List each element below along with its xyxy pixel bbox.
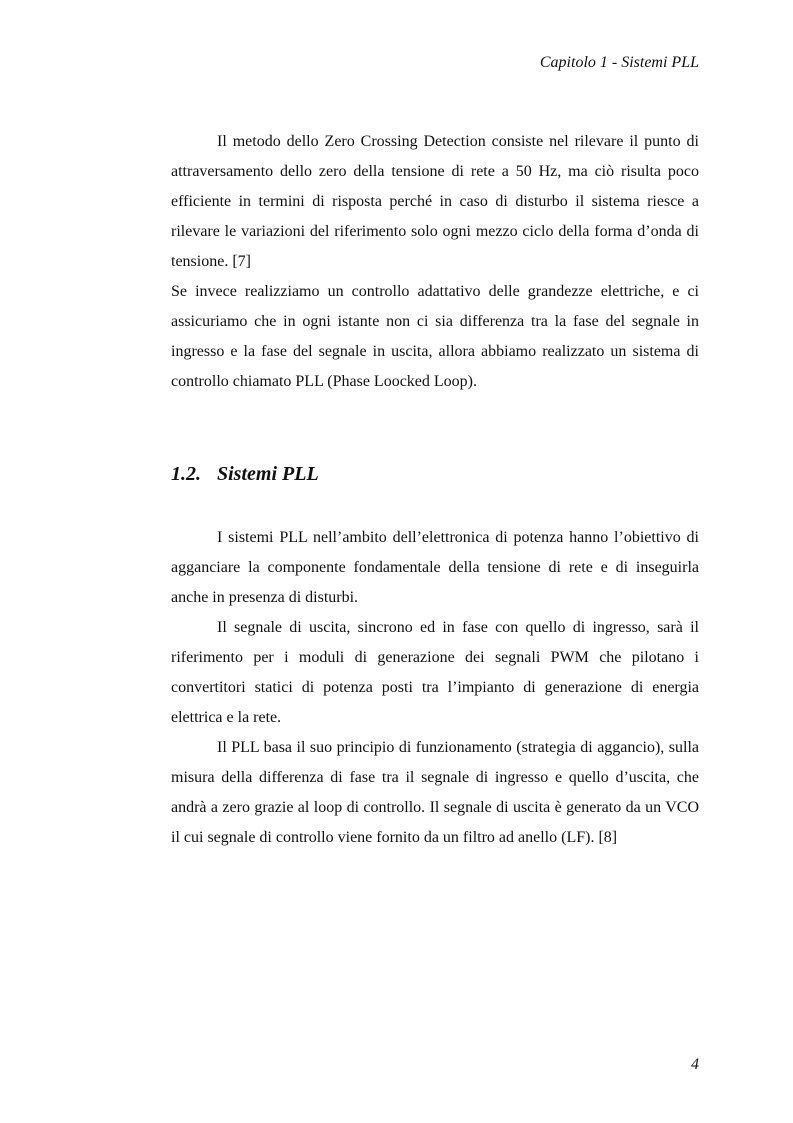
section-title: Sistemi PLL [217,463,319,485]
intro-text-block [171,127,699,397]
paragraph-zero-crossing: Il metodo dello Zero Crossing Detection consiste nel rilevare il punto di attraversamento dello zero della tensione di rete a 50 Hz, ma ciò risulta poco efficiente in termini di risposta perché in caso di disturbo il sistema riesce a rilevare le variazioni del riferimento solo ogni mezzo ciclo della forma d’onda di tensione. [7] [171,133,699,270]
running-header: Capitolo 1 - Sistemi PLL [539,54,699,71]
paragraph-adaptive-control: Se invece realizziamo un controllo adattativo delle grandezze elettriche, e ci assicuriamo che in ogni istante non ci sia differenza tra la fase del segnale in ingresso e la fase del segnale in uscita, allora abbiamo realizzato un sistema di controllo chiamato PLL (Phase Loocked Loop). [171,283,699,390]
section-number: 1.2. [171,463,201,485]
paragraph-output-signal: Il segnale di uscita, sincrono ed in fase con quello di ingresso, sarà il riferimento per i moduli di generazione dei segnali PWM che pilotano i convertitori statici di potenza posti tra l’impianto di generazione di energia elettrica e la rete. [171,619,699,726]
section-heading [171,461,319,487]
paragraph-pll-objective: I sistemi PLL nell’ambito dell’elettronica di potenza hanno l’obiettivo di agganciare la componente fondamentale della tensione di rete e di inseguirla anche in presenza di disturbi. [171,529,699,606]
section-text-block [171,523,699,853]
page-number: 4 [691,1056,699,1073]
paragraph-pll-principle: Il PLL basa il suo principio di funzionamento (strategia di aggancio), sulla misura della differenza di fase tra il segnale di ingresso e quello d’uscita, che andrà a zero grazie al loop di controllo. Il segnale di uscita è generato da un VCO il cui segnale di controllo viene fornito da un filtro ad anello (LF). [8] [171,739,699,846]
